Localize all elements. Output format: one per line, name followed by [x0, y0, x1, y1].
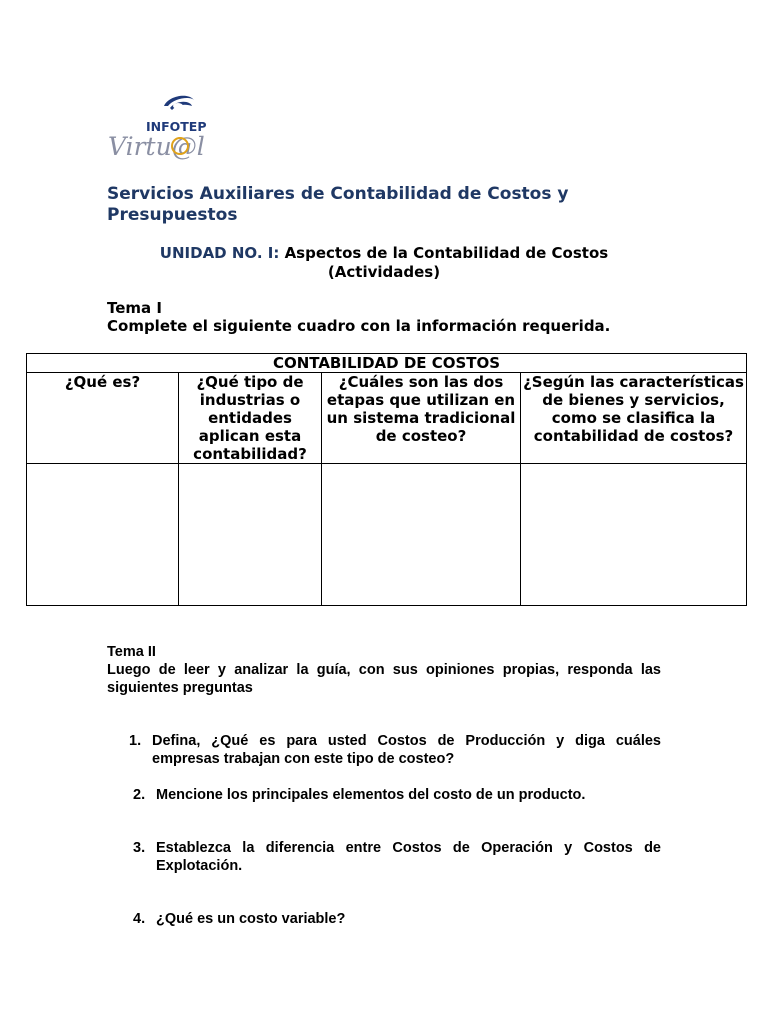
tema-1-section	[107, 299, 707, 335]
column-header-etapas: ¿Cuáles son las dos etapas que utilizan en un sistema tradicional de costeo?	[322, 373, 521, 464]
answer-cell-tipo-industrias[interactable]	[179, 464, 322, 606]
tema-2-instruction: Luego de leer y analizar la guía, con sus opiniones propias, responda las siguientes preguntas	[107, 662, 661, 696]
question-number: 1.	[129, 733, 142, 749]
tema-2-section	[107, 643, 661, 697]
table-title: CONTABILIDAD DE COSTOS	[27, 354, 747, 373]
column-header-tipo-industrias: ¿Qué tipo de industrias o entidades aplican esta contabilidad?	[179, 373, 322, 464]
infotep-virtual-logo	[106, 92, 210, 160]
answer-cell-etapas[interactable]	[322, 464, 521, 606]
logo-sub: Virtu@l	[108, 132, 205, 160]
tema-1-heading: Tema I	[107, 299, 162, 317]
unit-heading	[107, 244, 661, 282]
logo-graphic	[106, 92, 210, 160]
question-number: 3.	[133, 840, 146, 856]
unit-label: UNIDAD NO. I:	[159, 244, 280, 262]
unit-subtitle: (Actividades)	[327, 263, 441, 281]
column-header-que-es: ¿Qué es?	[27, 373, 179, 464]
answer-cell-clasificacion[interactable]	[521, 464, 747, 606]
question-number: 2.	[133, 787, 146, 803]
document-title: Servicios Auxiliares de Contabilidad de Costos y Presupuestos	[107, 184, 569, 225]
logo-brand: INFOTEP	[146, 119, 207, 134]
answer-cell-que-es[interactable]	[27, 464, 179, 606]
question-number: 4.	[133, 911, 146, 927]
question-text: Establezca la diferencia entre Costos de Operación y Costos de Explotación.	[156, 840, 661, 874]
question-text: ¿Qué es un costo variable?	[156, 911, 346, 927]
column-header-clasificacion: ¿Según las características de bienes y servicios, como se clasifica la contabilidad de costos?	[521, 373, 747, 464]
question-text: Mencione los principales elementos del costo de un producto.	[156, 787, 586, 803]
contabilidad-costos-table	[26, 353, 747, 606]
unit-text: Aspectos de la Contabilidad de Costos	[284, 244, 609, 262]
question-text: Defina, ¿Qué es para usted Costos de Producción y diga cuáles empresas trabajan con este tipo de costeo?	[152, 733, 661, 767]
tema-1-instruction: Complete el siguiente cuadro con la información requerida.	[107, 317, 611, 335]
tema-2-heading: Tema II	[107, 644, 156, 660]
